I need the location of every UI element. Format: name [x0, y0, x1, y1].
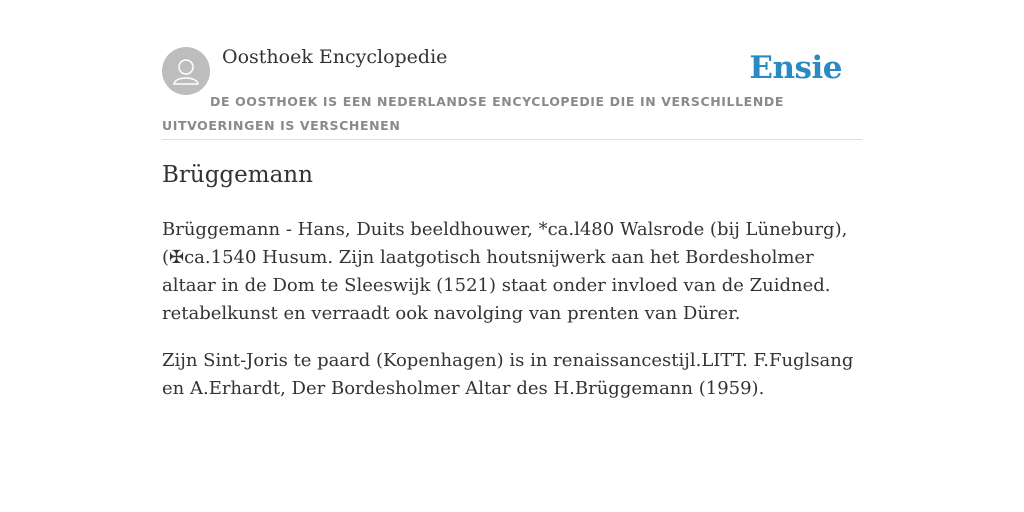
- site-tagline: DE OOSTHOEK IS EEN NEDERLANDSE ENCYCLOPEDIE DIE IN VERSCHILLENDE UITVOERINGEN IS VERSCHENEN: [162, 94, 784, 133]
- site-name[interactable]: Oosthoek Encyclopedie: [222, 46, 448, 68]
- article-body: [162, 216, 862, 422]
- article-title: Brüggemann: [162, 162, 313, 188]
- user-avatar-icon[interactable]: [162, 47, 210, 95]
- ensie-logo-link[interactable]: Ensie: [749, 50, 842, 86]
- header-divider: [162, 139, 862, 140]
- article-paragraph: Brüggemann - Hans, Duits beeldhouwer, *ca.l480 Walsrode (bij Lüneburg), (✠ca.1540 Husum. Zijn laatgotisch houtsnijwerk aan het Bordesholmer altaar in de Dom te Sleeswijk (1521) staat onder invloed van de Zuidned. retabelkunst en verraadt ook navolging van prenten van Dürer.: [162, 219, 848, 324]
- article-paragraph: Zijn Sint-Joris te paard (Kopenhagen) is in renaissancestijl.LITT. F.Fuglsang en A.Erhardt, Der Bordesholmer Altar des H.Brüggemann (1959).: [162, 350, 854, 399]
